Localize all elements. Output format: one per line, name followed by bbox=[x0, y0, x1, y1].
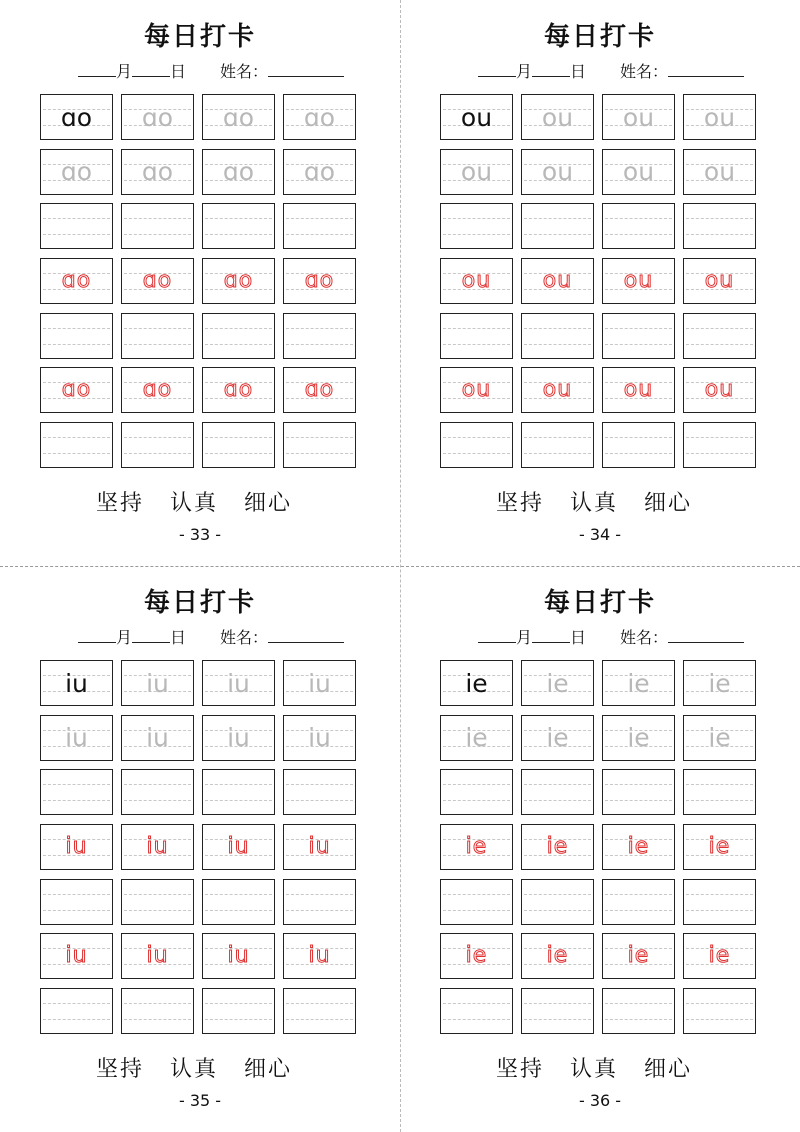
pinyin-trace: ou bbox=[541, 157, 574, 187]
pinyin-dotted-trace: ɑo bbox=[142, 268, 173, 294]
pinyin-dotted-trace: ie bbox=[708, 834, 731, 860]
name-blank[interactable] bbox=[668, 62, 744, 77]
motto-word: 认真 bbox=[170, 491, 219, 516]
writing-cell[interactable] bbox=[683, 258, 756, 304]
writing-cell[interactable] bbox=[440, 313, 513, 359]
pinyin-dotted-trace: ou bbox=[704, 377, 735, 403]
writing-cell[interactable] bbox=[202, 933, 275, 979]
date-name-line bbox=[78, 625, 344, 648]
writing-cell[interactable] bbox=[40, 769, 113, 815]
writing-cell[interactable] bbox=[202, 715, 275, 761]
pinyin-dotted-trace: iu bbox=[227, 943, 250, 969]
writing-cell[interactable] bbox=[121, 203, 194, 249]
writing-cell[interactable] bbox=[602, 715, 675, 761]
writing-cell[interactable] bbox=[602, 988, 675, 1034]
writing-cell[interactable] bbox=[602, 149, 675, 195]
writing-cell[interactable] bbox=[121, 769, 194, 815]
writing-cell[interactable] bbox=[683, 203, 756, 249]
motto-word: 认真 bbox=[570, 1057, 619, 1082]
name-label: 姓名： bbox=[220, 628, 269, 647]
pinyin-dotted-trace: iu bbox=[308, 943, 331, 969]
pinyin-trace: ɑo bbox=[60, 157, 93, 187]
pinyin-model: ɑo bbox=[60, 102, 93, 132]
month-label: 月 bbox=[516, 628, 533, 647]
writing-cell[interactable] bbox=[283, 933, 356, 979]
writing-cell[interactable] bbox=[440, 988, 513, 1034]
writing-cell[interactable] bbox=[202, 422, 275, 468]
writing-cell[interactable] bbox=[683, 879, 756, 925]
pinyin-trace: ou bbox=[460, 157, 493, 187]
pinyin-trace: ɑo bbox=[222, 102, 255, 132]
writing-cell[interactable] bbox=[121, 933, 194, 979]
pinyin-dotted-trace: ie bbox=[465, 834, 488, 860]
writing-cell[interactable] bbox=[440, 715, 513, 761]
pinyin-model: ou bbox=[460, 102, 493, 132]
writing-cell[interactable] bbox=[521, 258, 594, 304]
writing-cell[interactable] bbox=[602, 203, 675, 249]
pinyin-dotted-trace: ou bbox=[704, 268, 735, 294]
writing-cell[interactable] bbox=[683, 422, 756, 468]
pinyin-model: ie bbox=[465, 668, 488, 698]
writing-cell[interactable] bbox=[40, 660, 113, 706]
pinyin-dotted-trace: ɑo bbox=[223, 377, 254, 403]
pinyin-dotted-trace: ou bbox=[623, 377, 654, 403]
writing-cell[interactable] bbox=[440, 367, 513, 413]
motto-word: 坚持 bbox=[496, 491, 545, 516]
pinyin-trace: ɑo bbox=[303, 157, 336, 187]
pinyin-trace: ie bbox=[465, 723, 488, 753]
pinyin-trace: ie bbox=[708, 668, 731, 698]
writing-cell[interactable] bbox=[602, 879, 675, 925]
writing-cell[interactable] bbox=[683, 660, 756, 706]
month-blank[interactable] bbox=[78, 62, 116, 77]
writing-cell[interactable] bbox=[440, 660, 513, 706]
writing-cell[interactable] bbox=[121, 660, 194, 706]
pinyin-trace: iu bbox=[146, 723, 169, 753]
motto-word: 细心 bbox=[244, 1057, 293, 1082]
writing-cell[interactable] bbox=[440, 879, 513, 925]
writing-cell[interactable] bbox=[202, 313, 275, 359]
motto-word: 细心 bbox=[644, 491, 693, 516]
worksheet-title: 每日打卡 bbox=[143, 22, 256, 52]
writing-cell[interactable] bbox=[283, 258, 356, 304]
pinyin-trace: ou bbox=[541, 102, 574, 132]
writing-cell[interactable] bbox=[283, 313, 356, 359]
pinyin-dotted-trace: ie bbox=[627, 834, 650, 860]
writing-cell[interactable] bbox=[521, 824, 594, 870]
writing-grid bbox=[40, 660, 356, 1034]
page-number: - 35 - bbox=[178, 1091, 222, 1110]
pinyin-trace: ou bbox=[703, 102, 736, 132]
name-label: 姓名： bbox=[620, 628, 669, 647]
writing-cell[interactable] bbox=[40, 824, 113, 870]
motto-word: 细心 bbox=[244, 491, 293, 516]
month-label: 月 bbox=[516, 62, 533, 81]
writing-cell[interactable] bbox=[283, 422, 356, 468]
name-blank[interactable] bbox=[268, 628, 344, 643]
page-number: - 34 - bbox=[578, 525, 622, 544]
writing-cell[interactable] bbox=[40, 988, 113, 1034]
pinyin-dotted-trace: iu bbox=[146, 943, 169, 969]
writing-cell[interactable] bbox=[440, 769, 513, 815]
pinyin-dotted-trace: ou bbox=[623, 268, 654, 294]
writing-cell[interactable] bbox=[283, 149, 356, 195]
month-label: 月 bbox=[116, 628, 133, 647]
writing-cell[interactable] bbox=[683, 94, 756, 140]
writing-cell[interactable] bbox=[521, 988, 594, 1034]
page-number: - 33 - bbox=[178, 525, 222, 544]
month-blank[interactable] bbox=[78, 628, 116, 643]
writing-cell[interactable] bbox=[602, 313, 675, 359]
motto bbox=[496, 486, 692, 517]
day-blank[interactable] bbox=[532, 628, 570, 643]
writing-cell[interactable] bbox=[683, 715, 756, 761]
writing-cell[interactable] bbox=[40, 149, 113, 195]
writing-cell[interactable] bbox=[40, 94, 113, 140]
writing-cell[interactable] bbox=[40, 422, 113, 468]
motto bbox=[496, 1052, 692, 1083]
writing-cell[interactable] bbox=[602, 94, 675, 140]
writing-cell[interactable] bbox=[521, 715, 594, 761]
pinyin-trace: ie bbox=[627, 723, 650, 753]
pinyin-trace: iu bbox=[308, 668, 331, 698]
writing-cell[interactable] bbox=[440, 149, 513, 195]
worksheet-title: 每日打卡 bbox=[543, 588, 656, 618]
pinyin-dotted-trace: ɑo bbox=[304, 377, 335, 403]
writing-cell[interactable] bbox=[40, 313, 113, 359]
motto bbox=[96, 1052, 292, 1083]
writing-cell[interactable] bbox=[283, 824, 356, 870]
motto-word: 认真 bbox=[570, 491, 619, 516]
writing-cell[interactable] bbox=[602, 660, 675, 706]
motto-word: 坚持 bbox=[496, 1057, 545, 1082]
writing-cell[interactable] bbox=[202, 660, 275, 706]
motto-word: 坚持 bbox=[96, 491, 145, 516]
pinyin-trace: iu bbox=[308, 723, 331, 753]
writing-cell[interactable] bbox=[121, 94, 194, 140]
writing-cell[interactable] bbox=[283, 769, 356, 815]
writing-cell[interactable] bbox=[683, 988, 756, 1034]
writing-cell[interactable] bbox=[202, 769, 275, 815]
pinyin-trace: ie bbox=[627, 668, 650, 698]
writing-cell[interactable] bbox=[40, 203, 113, 249]
writing-cell[interactable] bbox=[683, 933, 756, 979]
writing-cell[interactable] bbox=[683, 824, 756, 870]
worksheet-panel bbox=[400, 566, 800, 1132]
name-blank[interactable] bbox=[268, 62, 344, 77]
writing-cell[interactable] bbox=[440, 933, 513, 979]
pinyin-trace: ɑo bbox=[222, 157, 255, 187]
writing-cell[interactable] bbox=[521, 203, 594, 249]
writing-cell[interactable] bbox=[40, 933, 113, 979]
page-number: - 36 - bbox=[578, 1091, 622, 1110]
pinyin-trace: iu bbox=[146, 668, 169, 698]
writing-cell[interactable] bbox=[440, 258, 513, 304]
writing-cell[interactable] bbox=[521, 149, 594, 195]
writing-cell[interactable] bbox=[283, 203, 356, 249]
pinyin-dotted-trace: ɑo bbox=[61, 268, 92, 294]
writing-cell[interactable] bbox=[121, 258, 194, 304]
writing-cell[interactable] bbox=[40, 879, 113, 925]
pinyin-dotted-trace: ou bbox=[461, 268, 492, 294]
pinyin-trace: ɑo bbox=[141, 102, 174, 132]
name-label: 姓名： bbox=[220, 62, 269, 81]
day-label: 日 bbox=[570, 62, 587, 81]
pinyin-trace: ou bbox=[622, 102, 655, 132]
day-label: 日 bbox=[170, 628, 187, 647]
pinyin-dotted-trace: ou bbox=[461, 377, 492, 403]
writing-cell[interactable] bbox=[602, 769, 675, 815]
day-blank[interactable] bbox=[532, 62, 570, 77]
writing-cell[interactable] bbox=[283, 715, 356, 761]
pinyin-dotted-trace: ɑo bbox=[223, 268, 254, 294]
month-blank[interactable] bbox=[478, 628, 516, 643]
writing-cell[interactable] bbox=[683, 769, 756, 815]
writing-cell[interactable] bbox=[121, 988, 194, 1034]
pinyin-trace: iu bbox=[227, 723, 250, 753]
pinyin-dotted-trace: iu bbox=[227, 834, 250, 860]
writing-cell[interactable] bbox=[521, 94, 594, 140]
pinyin-trace: ɑo bbox=[303, 102, 336, 132]
writing-cell[interactable] bbox=[40, 715, 113, 761]
writing-cell[interactable] bbox=[521, 367, 594, 413]
pinyin-dotted-trace: ie bbox=[627, 943, 650, 969]
writing-cell[interactable] bbox=[121, 879, 194, 925]
name-label: 姓名： bbox=[620, 62, 669, 81]
writing-cell[interactable] bbox=[202, 203, 275, 249]
date-name-line bbox=[478, 625, 744, 648]
writing-grid bbox=[440, 94, 756, 468]
writing-cell[interactable] bbox=[602, 367, 675, 413]
writing-cell[interactable] bbox=[283, 367, 356, 413]
writing-cell[interactable] bbox=[283, 660, 356, 706]
writing-cell[interactable] bbox=[202, 879, 275, 925]
writing-cell[interactable] bbox=[202, 367, 275, 413]
day-label: 日 bbox=[570, 628, 587, 647]
pinyin-dotted-trace: ou bbox=[542, 377, 573, 403]
motto bbox=[96, 486, 292, 517]
writing-cell[interactable] bbox=[40, 367, 113, 413]
pinyin-dotted-trace: ie bbox=[546, 834, 569, 860]
pinyin-dotted-trace: ɑo bbox=[142, 377, 173, 403]
name-blank[interactable] bbox=[668, 628, 744, 643]
writing-cell[interactable] bbox=[440, 203, 513, 249]
pinyin-trace: ou bbox=[622, 157, 655, 187]
writing-cell[interactable] bbox=[202, 149, 275, 195]
motto-word: 细心 bbox=[644, 1057, 693, 1082]
motto-word: 坚持 bbox=[96, 1057, 145, 1082]
pinyin-trace: ie bbox=[708, 723, 731, 753]
writing-cell[interactable] bbox=[121, 824, 194, 870]
day-label: 日 bbox=[170, 62, 187, 81]
writing-cell[interactable] bbox=[121, 367, 194, 413]
writing-cell[interactable] bbox=[521, 422, 594, 468]
writing-cell[interactable] bbox=[521, 313, 594, 359]
pinyin-model: iu bbox=[65, 668, 88, 698]
writing-cell[interactable] bbox=[283, 988, 356, 1034]
writing-cell[interactable] bbox=[121, 422, 194, 468]
pinyin-dotted-trace: ie bbox=[708, 943, 731, 969]
pinyin-dotted-trace: iu bbox=[308, 834, 331, 860]
pinyin-dotted-trace: iu bbox=[146, 834, 169, 860]
pinyin-trace: iu bbox=[227, 668, 250, 698]
writing-cell[interactable] bbox=[121, 313, 194, 359]
worksheet-title: 每日打卡 bbox=[143, 588, 256, 618]
pinyin-trace: ɑo bbox=[141, 157, 174, 187]
pinyin-dotted-trace: iu bbox=[65, 834, 88, 860]
day-blank[interactable] bbox=[132, 62, 170, 77]
writing-cell[interactable] bbox=[602, 258, 675, 304]
writing-cell[interactable] bbox=[121, 715, 194, 761]
month-blank[interactable] bbox=[478, 62, 516, 77]
writing-cell[interactable] bbox=[202, 824, 275, 870]
writing-cell[interactable] bbox=[521, 660, 594, 706]
writing-grid bbox=[440, 660, 756, 1034]
worksheet-panel bbox=[0, 566, 400, 1132]
writing-cell[interactable] bbox=[283, 94, 356, 140]
pinyin-trace: ie bbox=[546, 668, 569, 698]
writing-cell[interactable] bbox=[121, 149, 194, 195]
pinyin-dotted-trace: ou bbox=[542, 268, 573, 294]
month-label: 月 bbox=[116, 62, 133, 81]
pinyin-dotted-trace: iu bbox=[65, 943, 88, 969]
date-name-line bbox=[78, 59, 344, 82]
writing-cell[interactable] bbox=[683, 367, 756, 413]
pinyin-dotted-trace: ɑo bbox=[304, 268, 335, 294]
writing-cell[interactable] bbox=[40, 258, 113, 304]
writing-cell[interactable] bbox=[521, 933, 594, 979]
day-blank[interactable] bbox=[132, 628, 170, 643]
date-name-line bbox=[478, 59, 744, 82]
writing-cell[interactable] bbox=[683, 313, 756, 359]
writing-cell[interactable] bbox=[440, 422, 513, 468]
pinyin-trace: ie bbox=[546, 723, 569, 753]
writing-cell[interactable] bbox=[202, 258, 275, 304]
pinyin-dotted-trace: ie bbox=[465, 943, 488, 969]
writing-cell[interactable] bbox=[440, 824, 513, 870]
writing-cell[interactable] bbox=[521, 769, 594, 815]
pinyin-trace: iu bbox=[65, 723, 88, 753]
writing-cell[interactable] bbox=[202, 988, 275, 1034]
writing-cell[interactable] bbox=[602, 933, 675, 979]
writing-cell[interactable] bbox=[202, 94, 275, 140]
writing-cell[interactable] bbox=[683, 149, 756, 195]
writing-cell[interactable] bbox=[440, 94, 513, 140]
motto-word: 认真 bbox=[170, 1057, 219, 1082]
writing-grid bbox=[40, 94, 356, 468]
pinyin-dotted-trace: ɑo bbox=[61, 377, 92, 403]
worksheet-panel bbox=[400, 0, 800, 566]
pinyin-trace: ou bbox=[703, 157, 736, 187]
writing-cell[interactable] bbox=[283, 879, 356, 925]
worksheet-title: 每日打卡 bbox=[543, 22, 656, 52]
pinyin-dotted-trace: ie bbox=[546, 943, 569, 969]
writing-cell[interactable] bbox=[521, 879, 594, 925]
writing-cell[interactable] bbox=[602, 824, 675, 870]
writing-cell[interactable] bbox=[602, 422, 675, 468]
worksheet-panel bbox=[0, 0, 400, 566]
